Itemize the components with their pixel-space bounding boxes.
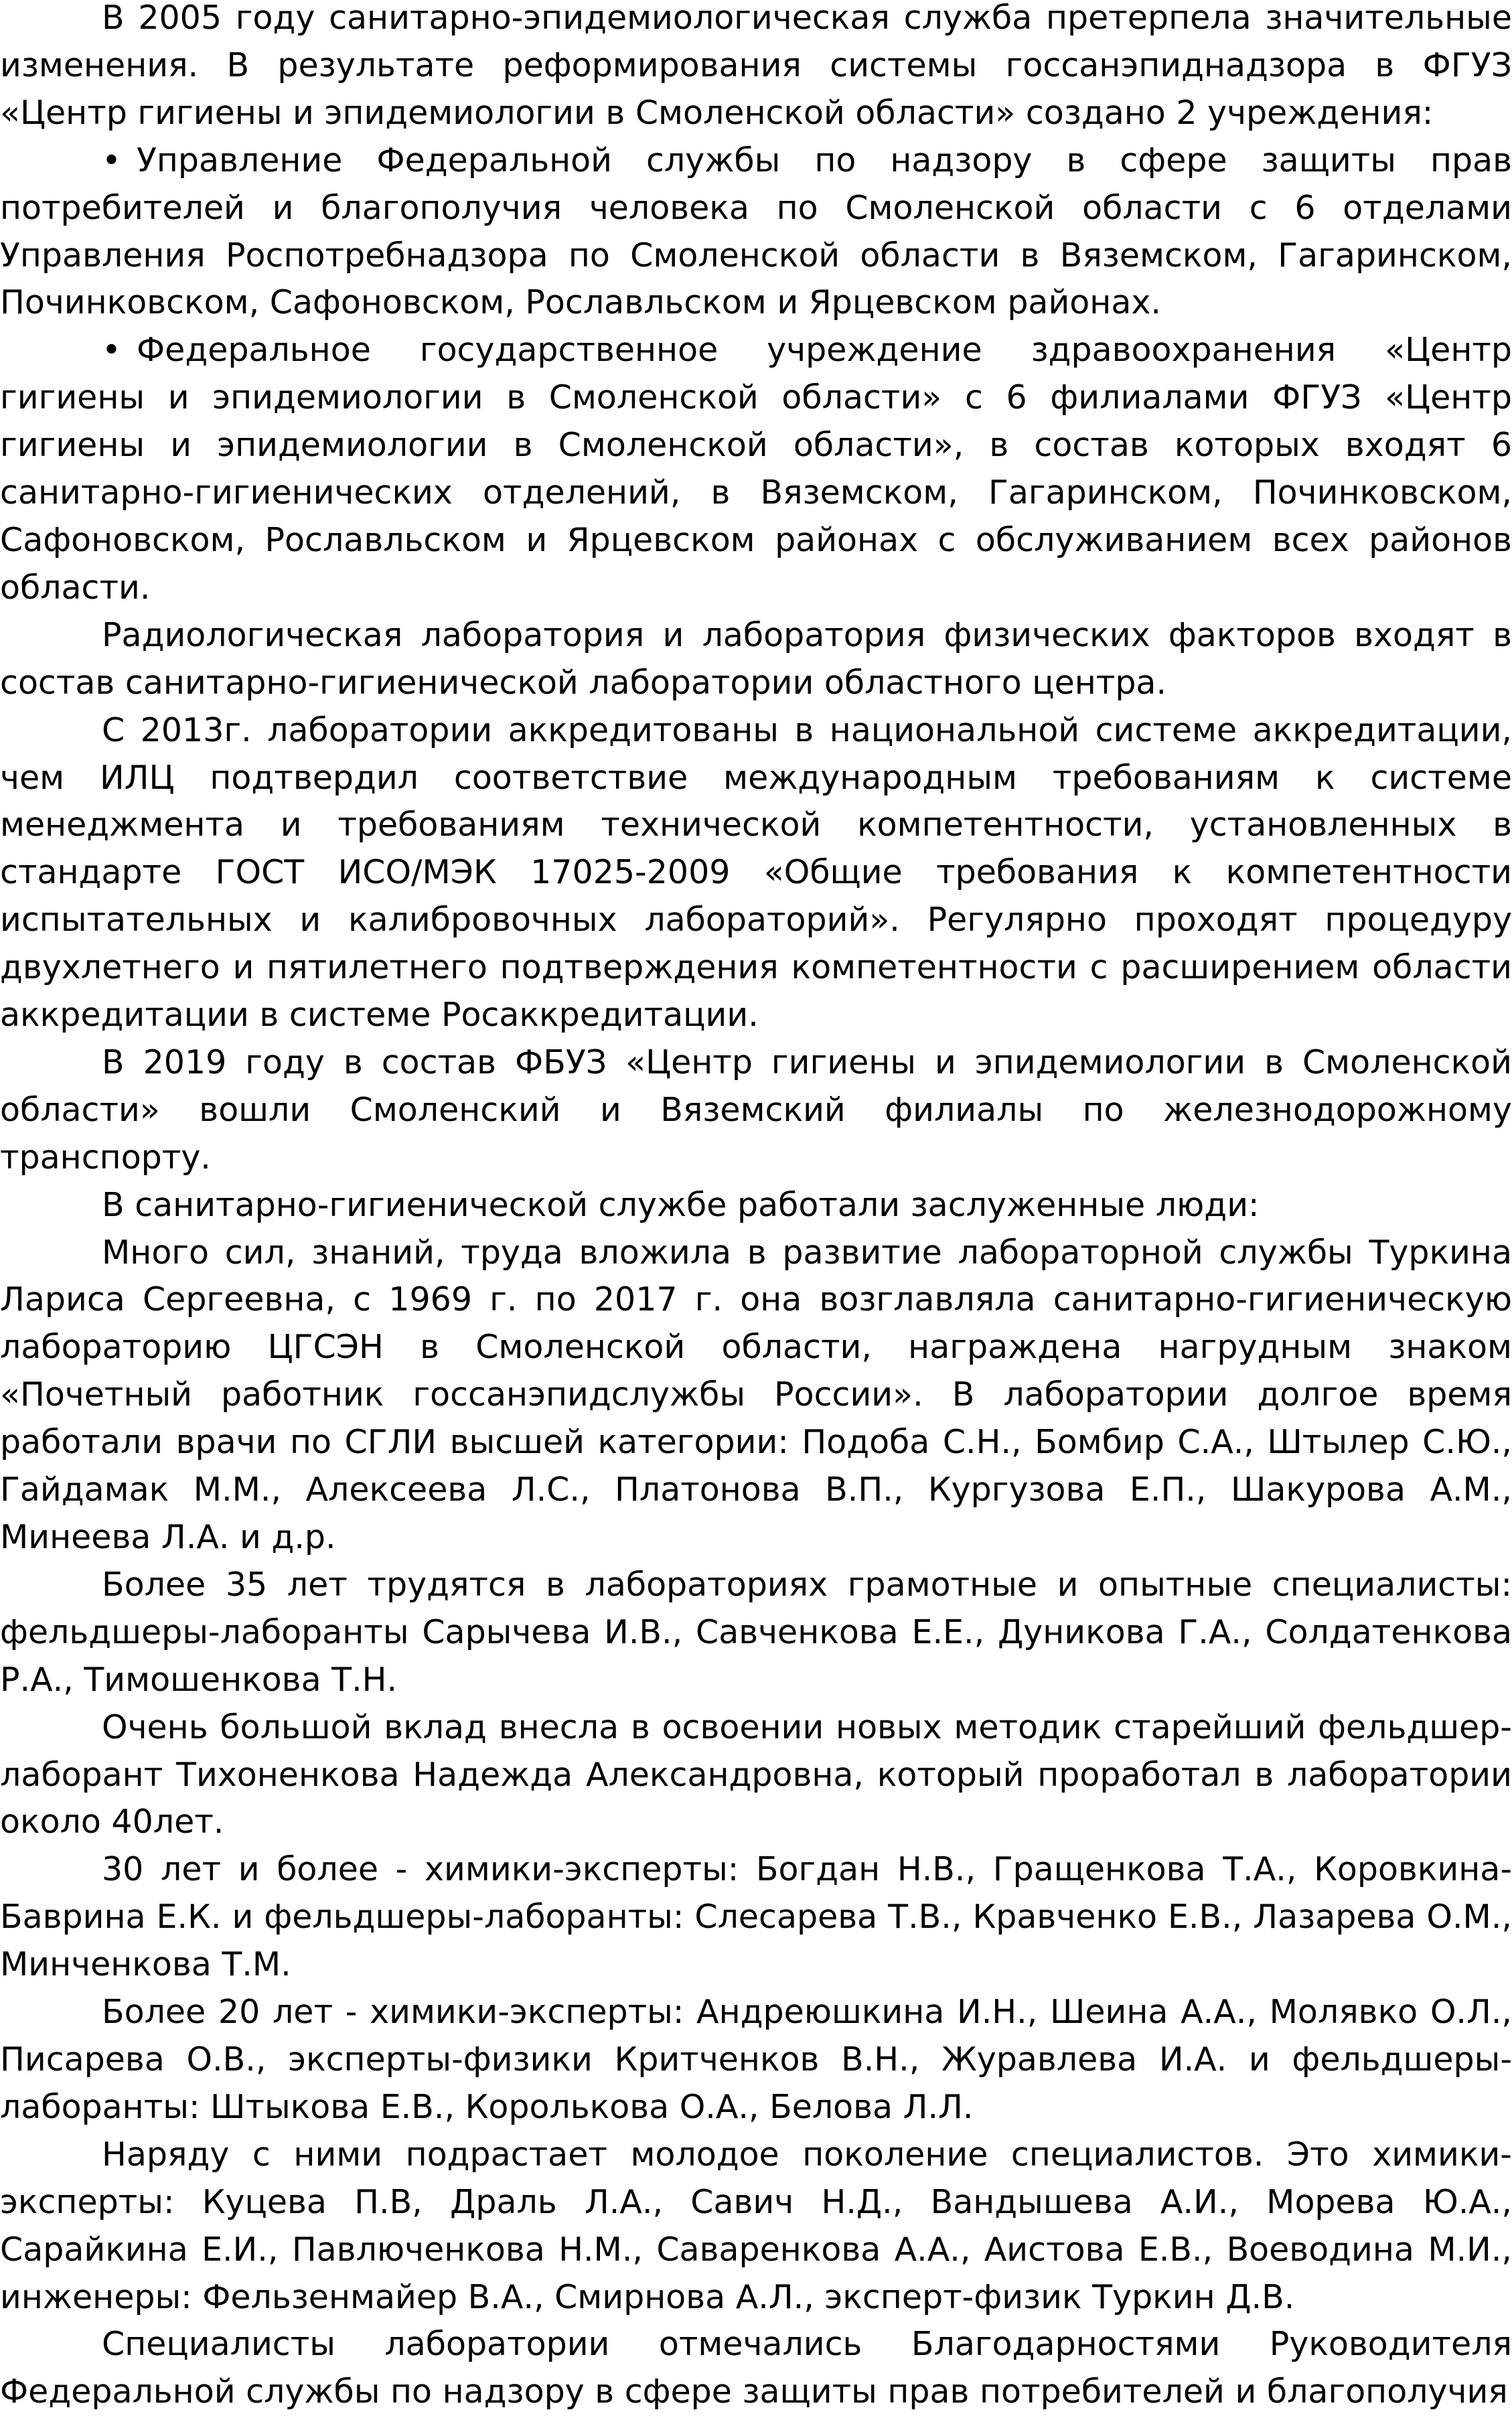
bullet-text: Управление Федеральной службы по надзору в сфере защиты прав потребителей и благополучия человека по Смоленской области с 6 отделами Управления Роспотребнадзора по Смоленской области в Вяземском, Гагаринском, Починковском, Сафоновском, Рославльском и Ярцевском районах. [0,141,1512,322]
paragraph-tikhonenkova: Очень большой вклад внесла в освоении новых методик старейший фельдшер-лаборант Тихоненкова Надежда Александровна, который проработал в лаборатории около 40лет. [0,1708,1512,1841]
paragraph-radiology: Радиологическая лаборатория и лаборатория физических факторов входят в состав санитарно-гигиенической лаборатории областного центра. [0,615,1512,702]
paragraph-30-years: 30 лет и более - химики-эксперты: Богдан Н.В., Гращенкова Т.А., Коровкина-Баврина Е.К. и фельдшеры-лаборанты: Слесарева Т.В., Кравченко Е.В., Лазарева О.М., Минченкова Т.М. [0,1850,1512,1984]
paragraph-20-years: Более 20 лет - химики-эксперты: Андреюшкина И.Н., Шеина А.А., Молявко О.Л., Писарева О.В., эксперты-физики Критченков В.Н., Журавлева И.А. и фельдшеры-лаборанты: Штыкова Е.В., Королькова О.А., Белова Л.Л. [0,1993,1512,2126]
paragraph-35-years: Более 35 лет трудятся в лабораториях грамотные и опытные специалисты: фельдшеры-лаборанты Сарычева И.В., Савченкова Е.Е., Дуникова Г.А., Солдатенкова Р.А., Тимошенкова Т.Н. [0,1565,1512,1699]
paragraph-gratitude: Специалисты лаборатории отмечались Благодарностями Руководителя Федеральной службы по надзору в сфере защиты прав потребителей и благополучия [0,2325,1512,2411]
bullet-marker: • [102,331,121,370]
paragraph-honored-people: В санитарно-гигиенической службе работали заслуженные люди: [102,1185,1260,1224]
bullet-item-1 [0,137,1512,327]
paragraph-2019: В 2019 году в состав ФБУЗ «Центр гигиены и эпидемиологии в Смоленской области» вошли Смоленский и Вяземский филиалы по железнодорожному транспорту. [0,1043,1512,1177]
paragraph-accreditation: С 2013г. лаборатории аккредитованы в национальной системе аккредитации, чем ИЛЦ подтвердил соответствие международным требованиям к системе менеджмента и требованиям технической компетентности, установленных в стандарте ГОСТ ИСО/МЭК 17025-2009 «Общие требования к компетентности испытательных и калибровочных лабораторий». Регулярно проходят процедуру двухлетнего и пятилетнего подтверждения компетентности с расширением области аккредитации в системе Росаккредитации. [0,710,1512,1035]
bullet-item-2 [0,327,1512,611]
paragraph-turkina: Много сил, знаний, труда вложила в развитие лабораторной службы Туркина Лариса Сергеевна, с 1969 г. по 2017 г. она возглавляла санитарно-гигиеническую лабораторию ЦГСЭН в Смоленской области, награждена нагрудным знаком «Почетный работник госсанэпидслужбы России». В лаборатории долгое время работали врачи по СГЛИ высшей категории: Подоба С.Н., Бомбир С.А., Штылер С.Ю., Гайдамак М.М., Алексеева Л.С., Платонова В.П., Кургузова Е.П., Шакурова А.М., Минеева Л.А. и д.р. [0,1233,1512,1556]
paragraph-1: В 2005 году санитарно-эпидемиологическая служба претерпела значительные изменения. В результате реформирования системы госсанэпиднадзора в ФГУЗ «Центр гигиены и эпидемиологии в Смоленской области» создано 2 учреждения: [0,0,1512,132]
bullet-marker: • [102,141,121,179]
bullet-text: Федеральное государственное учреждение здравоохранения «Центр гигиены и эпидемиологии в Смоленской области» с 6 филиалами ФГУЗ «Центр гигиены и эпидемиологии в Смоленской области», в состав которых входят 6 санитарно-гигиенических отделений, в Вяземском, Гагаринском, Починковском, Сафоновском, Рославльском и Ярцевском районах с обслуживанием всех районов области. [0,331,1512,607]
paragraph-young-generation: Наряду с ними подрастает молодое поколение специалистов. Это химики-эксперты: Куцева П.В, Драль Л.А., Савич Н.Д., Вандышева А.И., Морева Ю.А., Сарайкина Е.И., Павлюченкова Н.М., Саваренкова А.А., Аистова Е.В., Воеводина М.И., инженеры: Фельзенмайер В.А., Смирнова А.Л., эксперт-физик Туркин Д.В. [0,2135,1512,2316]
